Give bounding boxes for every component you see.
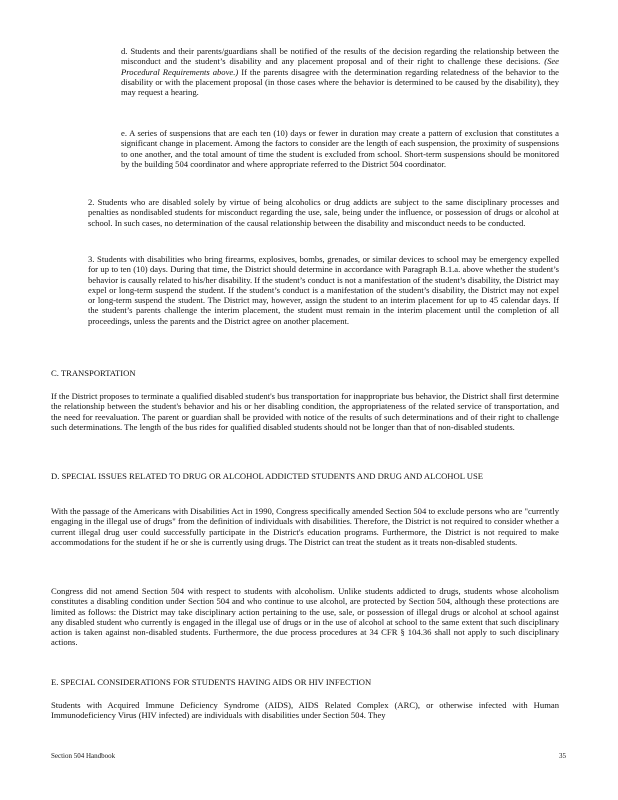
item-d-reference: (See Procedural Requirements above.) xyxy=(121,56,559,77)
section-e-heading: E. SPECIAL CONSIDERATIONS FOR STUDENTS HAVING AIDS OR HIV INFECTION xyxy=(51,677,372,687)
section-d-body-1: With the passage of the Americans with Disabilities Act in 1990, Congress specifically amended Section 504 to exclude persons who are "currently engaging in the illegal use of drugs" from the definition of individuals with disabilities. Therefore, the District is not required to consider whether a current illegal drug user could successfully participate in the District's education programs. Furthermore, the District is not required to make accommodations for the student if he or she is currently using drugs. The District can treat the student as it treats non-disabled students. xyxy=(51,506,559,547)
footer-title: Section 504 Handbook xyxy=(51,752,116,760)
item-d-tail: If the parents disagree with the determination regarding relatedness of the behavior to the disability or with the placement proposal (in those cases where the behavior is determined to be caused by the disability), they may request a hearing. xyxy=(121,66,559,98)
item-d-paragraph xyxy=(121,46,559,97)
section-c-heading: C. TRANSPORTATION xyxy=(51,368,136,378)
section-c-body: If the District proposes to terminate a qualified disabled student's bus transportation for inappropriate bus behavior, the District shall first determine the relationship between the student's behavior and his or her disabling condition, the appropriateness of the related service of transportation, and the need for reevaluation. The parent or guardian shall be provided with notice of the results of such determinations and of their right to challenge such determinations. The length of the bus rides for qualified disabled students should not be longer than that of non-disabled students. xyxy=(51,391,559,432)
item-2-paragraph: 2. Students who are disabled solely by virtue of being alcoholics or drug addicts are subject to the same disciplinary processes and penalties as nondisabled students for misconduct regarding the use, sale, being under the influence, or possession of drugs or alcohol at school. In such cases, no determination of the causal relationship between the disability and misconduct needs to be conducted. xyxy=(88,197,559,228)
footer-page-number: 35 xyxy=(559,752,566,760)
item-e-paragraph: e. A series of suspensions that are each ten (10) days or fewer in duration may create a pattern of exclusion that constitutes a significant change in placement. Among the factors to consider are the length of each suspension, the proximity of suspensions to one another, and the total amount of time the student is excluded from school. Short-term suspensions should be monitored by the building 504 coordinator and where appropriate referred to the District 504 coordinator. xyxy=(121,128,559,169)
section-e-body: Students with Acquired Immune Deficiency Syndrome (AIDS), AIDS Related Complex (ARC), or otherwise infected with Human Immunodeficiency Virus (HIV infected) are individuals with disabilities under Section 504. They xyxy=(51,700,559,721)
section-d-heading: D. SPECIAL ISSUES RELATED TO DRUG OR ALCOHOL ADDICTED STUDENTS AND DRUG AND ALCOHOL USE xyxy=(51,471,484,481)
item-3-paragraph: 3. Students with disabilities who bring firearms, explosives, bombs, grenades, or similar devices to school may be emergency expelled for up to ten (10) days. During that time, the District should determine in accordance with Paragraph B.1.a. above whether the student’s behavior is causally related to his/her disability. If the student’s conduct is not a manifestation of the student’s disability, the District may expel or long-term suspend the student. If the student’s conduct is a manifestation of the student’s disability, the District may not expel or long-term suspend the student. The District may, however, assign the student to an interim placement for up to 45 calendar days. If the student’s parents challenge the interim placement, the student must remain in the interim placement until the completion of all proceedings, unless the parents and the District agree on another placement. xyxy=(88,254,559,326)
item-d-text: d. Students and their parents/guardians shall be notified of the results of the decision regarding the relationship between the misconduct and the student’s disability and any placement proposal and of their right to challenge these decisions. xyxy=(121,46,559,67)
section-d-body-2: Congress did not amend Section 504 with respect to students with alcoholism. Unlike students addicted to drugs, students whose alcoholism constitutes a disabling condition under Section 504 and who continue to use alcohol, are protected by Section 504, although these protections are limited as follows: the District may take disciplinary action pertaining to the use, sale, or possession of illegal drugs or alcohol at school against any disabled student who currently is engaged in the illegal use of drugs or in the use of alcohol at school to the same extent that such disciplinary action is taken against non-disabled students. Furthermore, the due process procedures at 34 CFR § 104.36 shall not apply to such disciplinary actions. xyxy=(51,586,559,648)
